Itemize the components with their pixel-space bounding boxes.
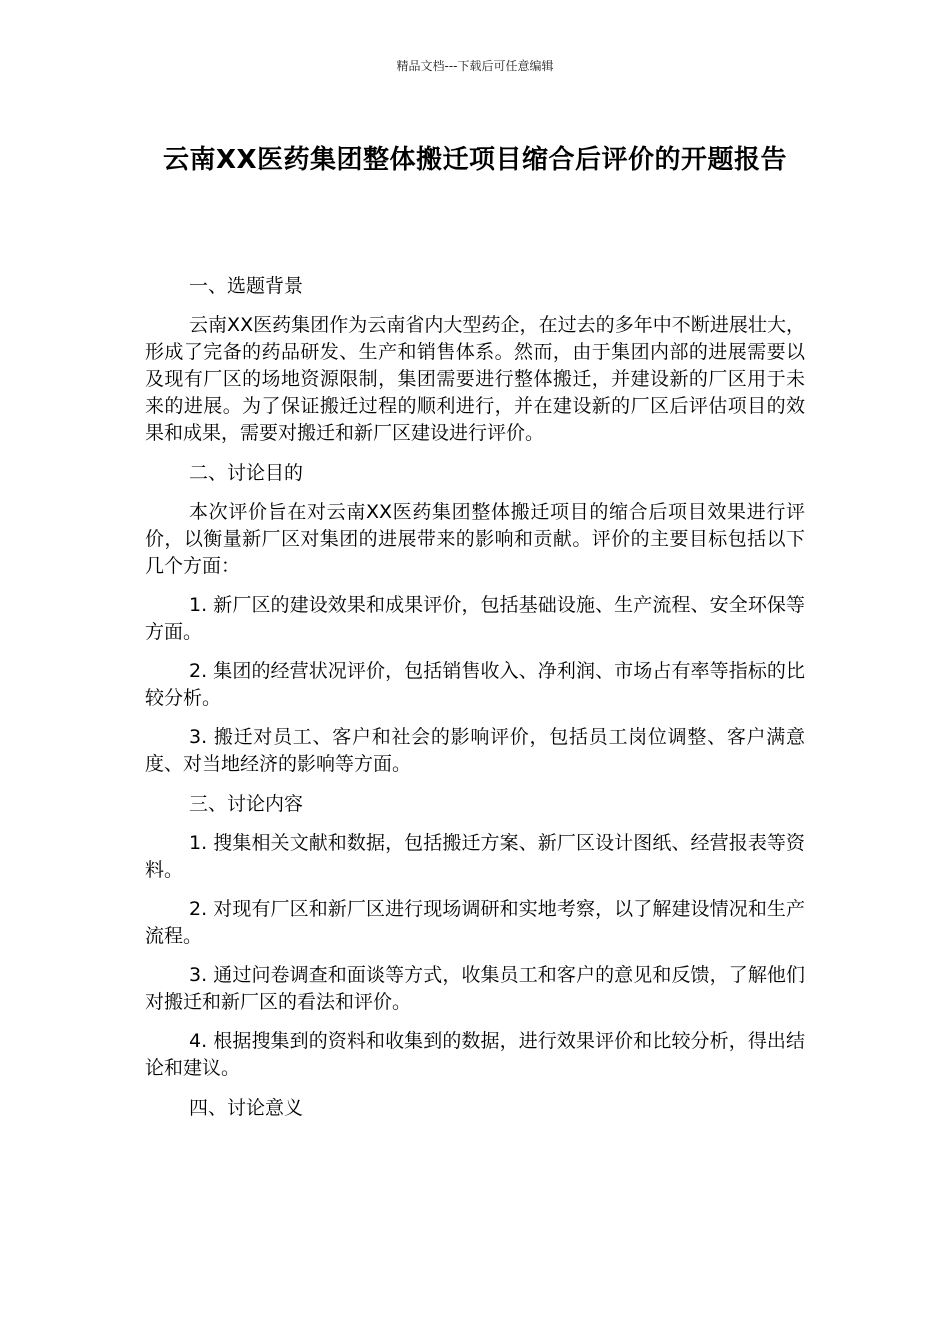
section-heading: 二、讨论目的: [189, 462, 304, 484]
list-item: 4. 根据搜集到的资料和收集到的数据，进行效果评价和比较分析，得出结论和建议。: [145, 1030, 805, 1079]
paragraph: 本次评价旨在对云南XX医药集团整体搬迁项目的缩合后项目效果进行评价，以衡量新厂区对集团的进展带来的影响和贡献。评价的主要目标包括以下几个方面：: [145, 501, 805, 577]
list-item: 2. 集团的经营状况评价，包括销售收入、净利润、市场占有率等指标的比较分析。: [145, 660, 805, 709]
section-heading: 四、讨论意义: [189, 1097, 304, 1119]
document-title: 云南XX医药集团整体搬迁项目缩合后评价的开题报告: [162, 145, 788, 175]
list-item: 3. 通过问卷调查和面谈等方式，收集员工和客户的意见和反馈，了解他们对搬迁和新厂区的看法和评价。: [145, 964, 805, 1013]
list-item: 1. 搜集相关文献和数据，包括搬迁方案、新厂区设计图纸、经营报表等资料。: [145, 832, 805, 881]
section-heading: 一、选题背景: [189, 275, 304, 297]
header-note: 精品文档---下载后可任意编辑: [396, 59, 554, 73]
paragraph: 云南XX医药集团作为云南省内大型药企，在过去的多年中不断进展壮大，形成了完备的药品研发、生产和销售体系。然而，由于集团内部的进展需要以及现有厂区的场地资源限制，集团需要进行整体搬迁，并建设新的厂区用于未来的进展。为了保证搬迁过程的顺利进行，并在建设新的厂区后评估项目的效果和成果，需要对搬迁和新厂区建设进行评价。: [145, 314, 805, 444]
list-item: 3. 搬迁对员工、客户和社会的影响评价，包括员工岗位调整、客户满意度、对当地经济的影响等方面。: [145, 726, 805, 775]
list-item: 1. 新厂区的建设效果和成果评价，包括基础设施、生产流程、安全环保等方面。: [145, 594, 805, 643]
document-body: [145, 272, 805, 1134]
list-item: 2. 对现有厂区和新厂区进行现场调研和实地考察，以了解建设情况和生产流程。: [145, 898, 805, 947]
section-heading: 三、讨论内容: [189, 793, 304, 815]
